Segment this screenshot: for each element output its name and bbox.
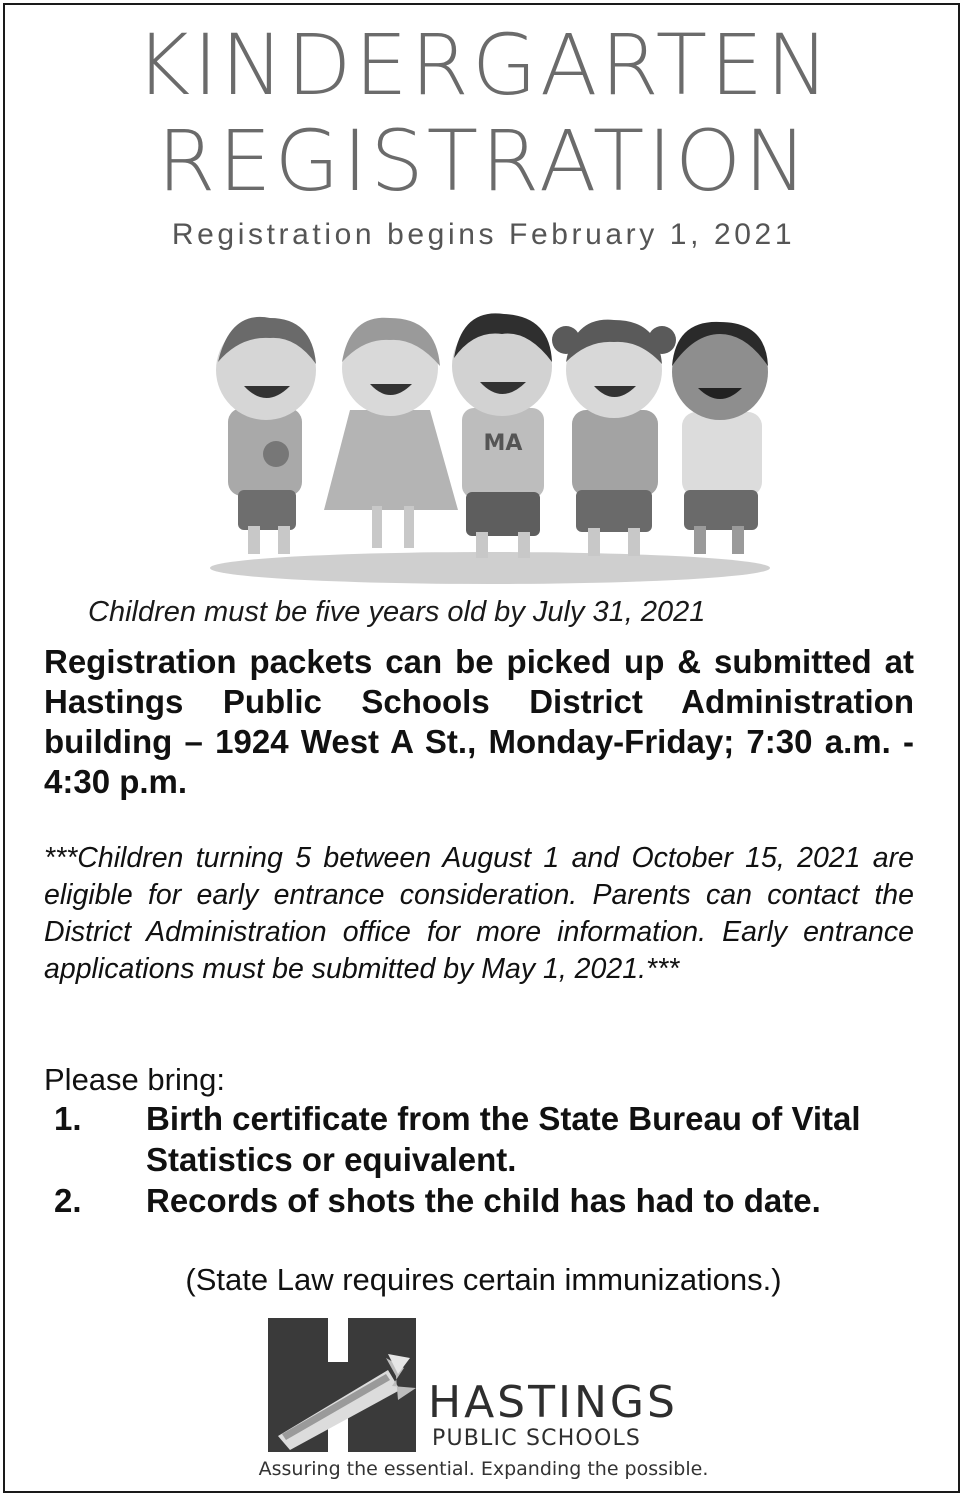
list-number: 1. <box>54 1100 82 1137</box>
shirt-letters: MA <box>483 431 523 456</box>
list-number: 2. <box>54 1182 82 1219</box>
registration-start-date: Registration begins February 1, 2021 <box>171 218 796 251</box>
please-bring-heading: Please bring: <box>44 1062 225 1097</box>
child-figure <box>552 320 676 556</box>
list-text: Birth certificate from the State Bureau of Vital Statistics or equivalent. <box>146 1100 861 1178</box>
child-figure <box>672 322 768 554</box>
list-item <box>54 1098 934 1180</box>
age-requirement: Children must be five years old by July 31, 2021 <box>88 596 706 628</box>
list-item <box>54 1180 934 1221</box>
title-kindergarten: KINDERGARTEN <box>135 16 832 114</box>
child-figure <box>452 313 552 558</box>
list-text: Records of shots the child has had to date. <box>146 1182 821 1219</box>
child-figure <box>324 318 458 548</box>
bring-list <box>54 1098 934 1221</box>
early-entrance-note: ***Children turning 5 between August 1 and October 15, 2021 are eligible for early entrance consideration. Parents can contact the District Administration office for more information. Early entrance applications must be submitted by May 1, 2021.*** <box>44 842 914 985</box>
logo-subtitle: PUBLIC SCHOOLS <box>432 1426 642 1451</box>
child-figure <box>216 317 316 554</box>
tagline: Assuring the essential. Expanding the possible. <box>258 1458 709 1480</box>
packet-pickup-info: Registration packets can be picked up & submitted at Hastings Public Schools District Administration building – 1924 West A St., Monday-Friday; 7:30 a.m. - 4:30 p.m. <box>44 643 914 800</box>
logo-name: HASTINGS <box>428 1377 678 1428</box>
immunization-note: (State Law requires certain immunizations.) <box>185 1262 782 1297</box>
children-illustration <box>200 300 780 590</box>
hastings-logo-icon <box>268 1318 416 1452</box>
title-registration: REGISTRATION <box>157 112 810 210</box>
